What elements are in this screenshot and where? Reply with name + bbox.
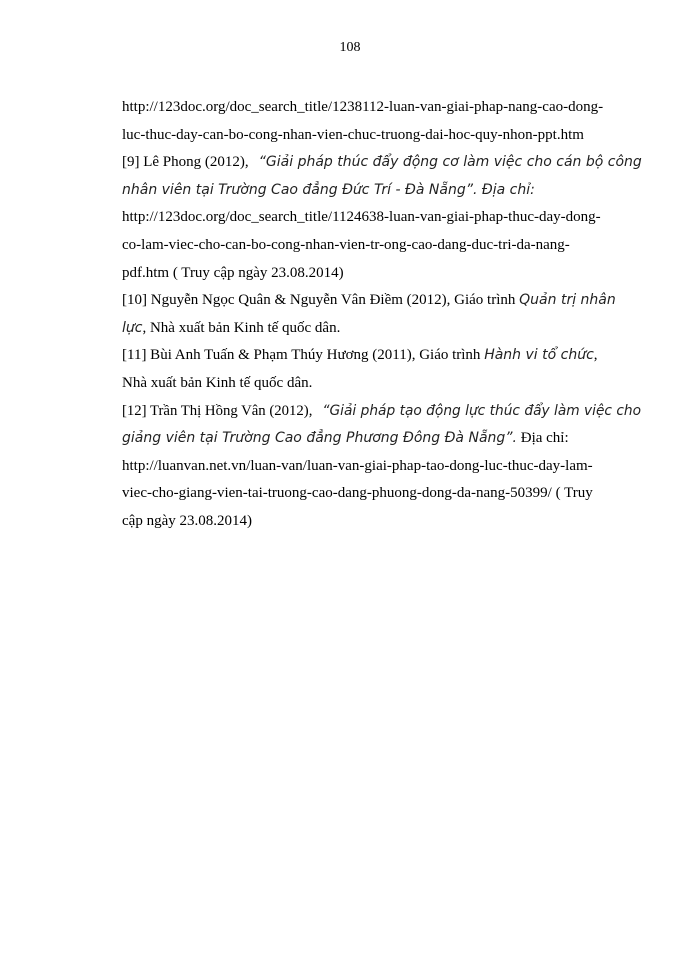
ref11-prefix: [11] Bùi Anh Tuấn & Phạm Thúy Hương (2011), Giáo trình <box>122 347 481 364</box>
ref11-line2: Nhà xuất bản Kinh tế quốc dân. <box>122 374 313 391</box>
ref10-title-b: lực <box>122 319 143 336</box>
ref9-url-line1: http://123doc.org/doc_search_title/1124638-luan-van-giai-phap-thuc-day-dong- <box>122 209 601 226</box>
ref12-title-line1: “Giải pháp tạo động lực thúc đẩy làm việc cho <box>322 402 642 419</box>
ref10-line2 <box>122 315 646 343</box>
ref11-comma: , <box>593 347 598 364</box>
ref8-url-line1: http://123doc.org/doc_search_title/1238112-luan-van-giai-phap-nang-cao-dong- <box>122 99 604 115</box>
ref12-line1 <box>122 398 646 426</box>
ref9-prefix: [9] Lê Phong (2012), <box>122 154 249 171</box>
ref9-line2 <box>122 177 646 205</box>
ref12-url-line1: http://luanvan.net.vn/luan-van/luan-van-giai-phap-tao-dong-luc-thuc-day-lam- <box>122 457 593 474</box>
ref12-prefix: [12] Trần Thị Hồng Vân (2012), <box>122 402 313 419</box>
ref12-title-line2: giảng viên tại Trường Cao đẳng Phương Đông Đà Nẵng”. <box>122 430 517 447</box>
ref8-url-line2: luc-thuc-day-can-bo-cong-nhan-vien-chuc-truong-dai-hoc-quy-nhon-ppt.htm <box>122 126 584 143</box>
reference-list <box>122 94 646 536</box>
ref10-prefix: [10] Nguyễn Ngọc Quân & Nguyễn Vân Điềm (2012), Giáo trình <box>122 292 516 309</box>
ref10-title-a: Quản trị nhân <box>519 292 616 309</box>
ref12-address-label: Địa chỉ: <box>516 430 569 447</box>
ref9-url-line2: co-lam-viec-cho-can-bo-cong-nhan-vien-tr-ong-cao-dang-duc-tri-da-nang- <box>122 236 570 253</box>
ref12-line2 <box>122 425 646 453</box>
ref10-line1 <box>122 287 646 315</box>
ref9-line1 <box>122 149 646 177</box>
page-number: 108 <box>339 40 361 55</box>
ref9-title-line1: “Giải pháp thúc đẩy động cơ làm việc cho cán bộ công <box>258 154 642 171</box>
ref9-url-line3: pdf.htm ( Truy cập ngày 23.08.2014) <box>122 264 344 281</box>
ref11-line1 <box>122 342 646 370</box>
ref12-url-line3: cập ngày 23.08.2014) <box>122 512 252 529</box>
ref12-url-line2: viec-cho-giang-vien-tai-truong-cao-dang-phuong-dong-da-nang-50399/ ( Truy <box>122 485 593 502</box>
ref11-title: Hành vi tổ chức <box>484 347 594 364</box>
ref10-suffix: , Nhà xuất bản Kinh tế quốc dân. <box>142 319 341 336</box>
ref9-title-line2: nhân viên tại Trường Cao đẳng Đức Trí - Đà Nẵng”. Địa chỉ: <box>122 181 535 198</box>
